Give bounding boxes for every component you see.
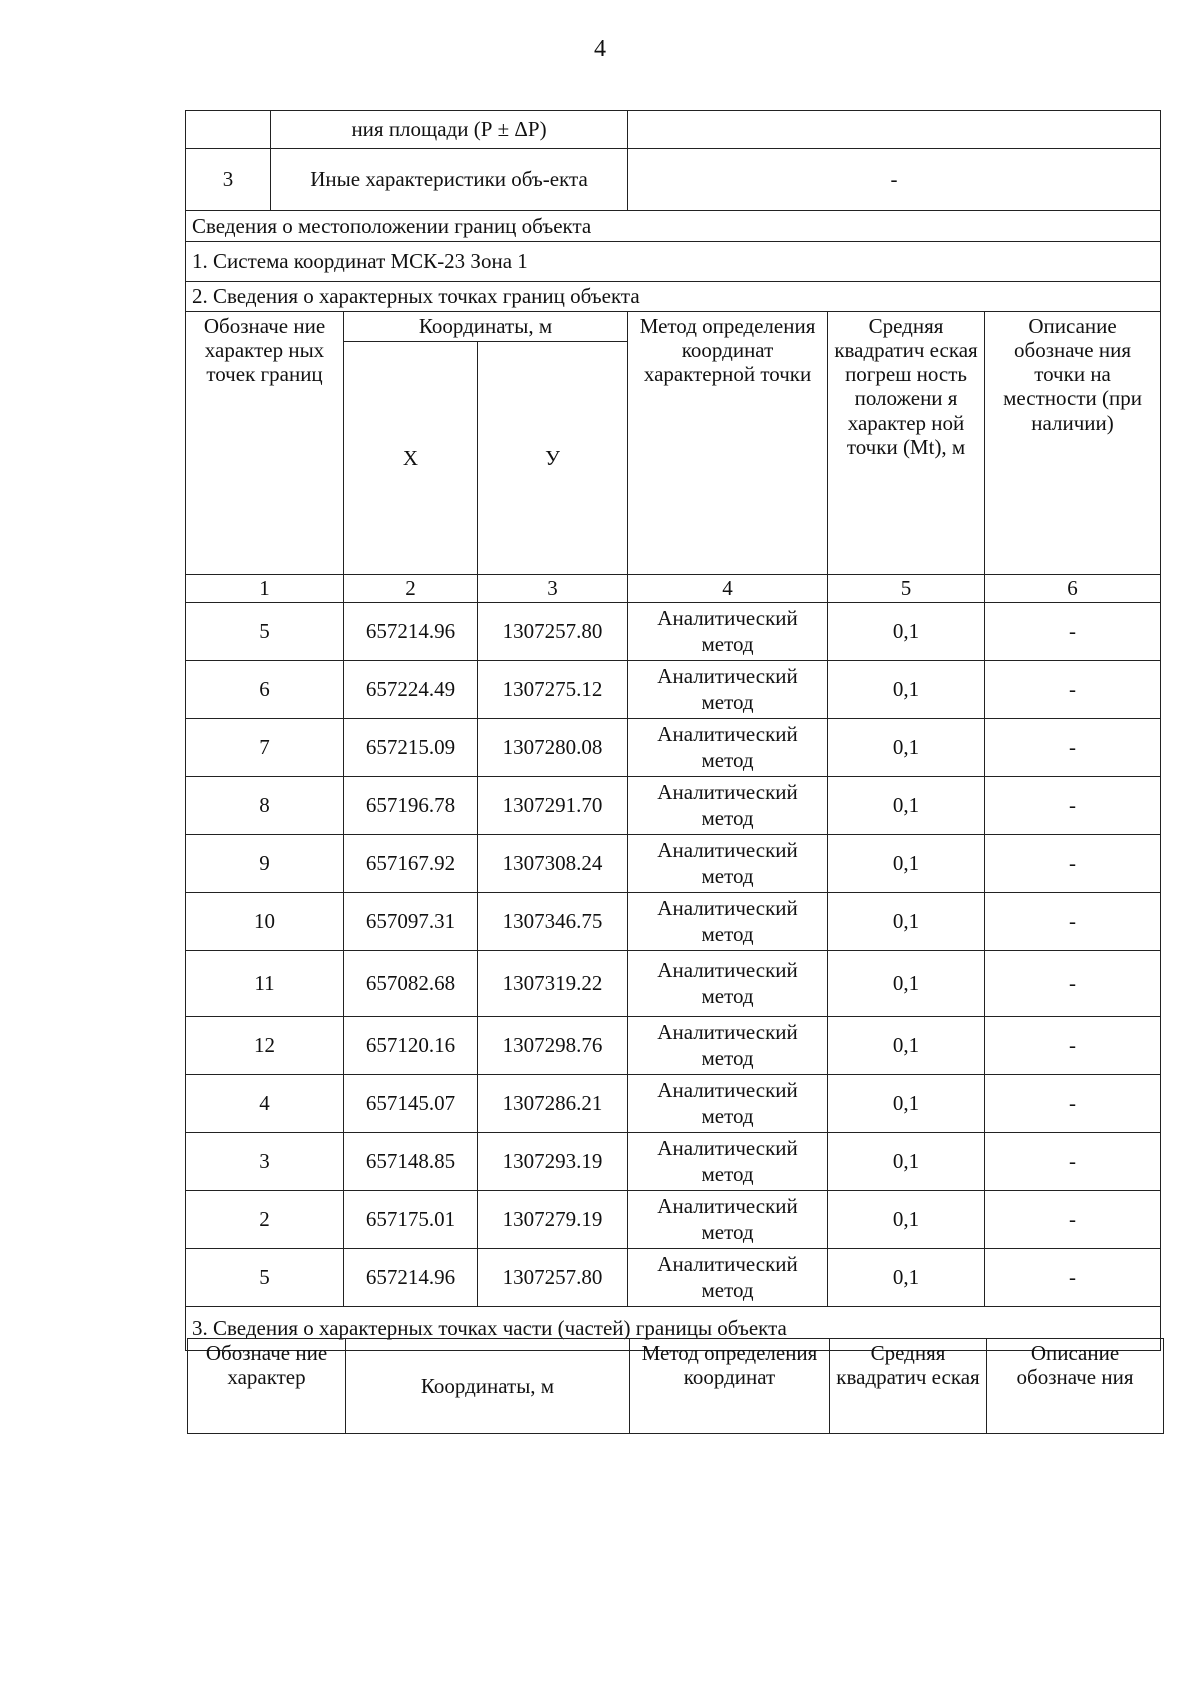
coord-y: 1307279.19: [478, 1191, 628, 1249]
mt-error: 0,1: [828, 1075, 985, 1133]
mt-error: 0,1: [828, 603, 985, 661]
point-number: 3: [186, 1133, 344, 1191]
coord-x: 657120.16: [344, 1017, 478, 1075]
page-number: 4: [594, 36, 606, 62]
column-number: 2: [344, 575, 478, 603]
point-description: -: [985, 1133, 1161, 1191]
header-method: Метод определения координат характерной точки: [628, 312, 828, 575]
coord-x: 657082.68: [344, 951, 478, 1017]
method: Аналитический метод: [628, 1075, 828, 1133]
table-row: [186, 1249, 1161, 1307]
table-row: [186, 951, 1161, 1017]
coord-y: 1307308.24: [478, 835, 628, 893]
method: Аналитический метод: [628, 835, 828, 893]
header-y: У: [478, 342, 628, 575]
point-description: -: [985, 603, 1161, 661]
section-parts-title: 3. Сведения о характерных точках части (частей) границы объекта: [186, 1307, 1161, 1351]
coord-y: 1307275.12: [478, 661, 628, 719]
table-row: [186, 1017, 1161, 1075]
point-number: 5: [186, 603, 344, 661]
other-characteristics-row: [186, 149, 1161, 211]
section-location-row: [186, 211, 1161, 242]
point-number: 9: [186, 835, 344, 893]
table-row: [186, 835, 1161, 893]
parts-points-table: [187, 1338, 1164, 1434]
parts-header-description: Описание обозначе ния: [987, 1339, 1164, 1434]
method: Аналитический метод: [628, 1191, 828, 1249]
coord-x: 657224.49: [344, 661, 478, 719]
method: Аналитический метод: [628, 1249, 828, 1307]
point-number: 6: [186, 661, 344, 719]
parts-header-row: [188, 1339, 1164, 1434]
column-number: 1: [186, 575, 344, 603]
point-description: -: [985, 893, 1161, 951]
coord-y: 1307280.08: [478, 719, 628, 777]
point-description: -: [985, 1075, 1161, 1133]
mt-error: 0,1: [828, 1249, 985, 1307]
parts-header-error: Средняя квадратич еская: [830, 1339, 987, 1434]
mt-error: 0,1: [828, 893, 985, 951]
coord-x: 657215.09: [344, 719, 478, 777]
header-row-1: [186, 312, 1161, 342]
coord-x: 657167.92: [344, 835, 478, 893]
table-row: [186, 661, 1161, 719]
method: Аналитический метод: [628, 1017, 828, 1075]
point-description: -: [985, 951, 1161, 1017]
column-number: 4: [628, 575, 828, 603]
parts-header-method: Метод определения координат: [630, 1339, 830, 1434]
mt-error: 0,1: [828, 1017, 985, 1075]
column-number: 6: [985, 575, 1161, 603]
point-number: 5: [186, 1249, 344, 1307]
table-row: [186, 1075, 1161, 1133]
method: Аналитический метод: [628, 893, 828, 951]
point-description: -: [985, 1017, 1161, 1075]
coord-x: 657175.01: [344, 1191, 478, 1249]
area-value: [628, 111, 1161, 149]
coord-y: 1307291.70: [478, 777, 628, 835]
header-x: X: [344, 342, 478, 575]
coord-y: 1307257.80: [478, 1249, 628, 1307]
other-characteristics-label: Иные характеристики объ-екта: [271, 149, 628, 211]
coord-system-row: [186, 242, 1161, 282]
section-points-row: [186, 282, 1161, 312]
rows-body: [186, 603, 1161, 1307]
table-row: [186, 603, 1161, 661]
point-description: -: [985, 1191, 1161, 1249]
column-number: 3: [478, 575, 628, 603]
coord-x: 657214.96: [344, 1249, 478, 1307]
point-number: 7: [186, 719, 344, 777]
method: Аналитический метод: [628, 951, 828, 1017]
point-description: -: [985, 719, 1161, 777]
method: Аналитический метод: [628, 719, 828, 777]
coord-y: 1307346.75: [478, 893, 628, 951]
section-points-title: 2. Сведения о характерных точках границ объекта: [186, 282, 1161, 312]
parts-header-designation: Обозначе ние характер: [188, 1339, 346, 1434]
coord-x: 657097.31: [344, 893, 478, 951]
coord-x: 657145.07: [344, 1075, 478, 1133]
area-row: [186, 111, 1161, 149]
header-coordinates: Координаты, м: [344, 312, 628, 342]
coord-y: 1307257.80: [478, 603, 628, 661]
column-numbers-row: [186, 575, 1161, 603]
coord-y: 1307286.21: [478, 1075, 628, 1133]
point-description: -: [985, 661, 1161, 719]
area-label: ния площади (Р ± ΔР): [271, 111, 628, 149]
header-error: Средняя квадратич еская погреш ность положени я характер ной точки (Mt), м: [828, 312, 985, 575]
method: Аналитический метод: [628, 1133, 828, 1191]
table-row: [186, 893, 1161, 951]
boundary-points-table: [185, 110, 1161, 1351]
point-number: 12: [186, 1017, 344, 1075]
coord-y: 1307293.19: [478, 1133, 628, 1191]
area-index-cell: [186, 111, 271, 149]
header-description: Описание обозначе ния точки на местности (при наличии): [985, 312, 1161, 575]
coord-y: 1307319.22: [478, 951, 628, 1017]
other-characteristics-value: -: [628, 149, 1161, 211]
point-description: -: [985, 777, 1161, 835]
mt-error: 0,1: [828, 835, 985, 893]
point-description: -: [985, 835, 1161, 893]
point-number: 8: [186, 777, 344, 835]
mt-error: 0,1: [828, 951, 985, 1017]
mt-error: 0,1: [828, 1191, 985, 1249]
other-characteristics-index: 3: [186, 149, 271, 211]
mt-error: 0,1: [828, 777, 985, 835]
header-designation: Обозначе ние характер ных точек границ: [186, 312, 344, 575]
coord-x: 657196.78: [344, 777, 478, 835]
point-description: -: [985, 1249, 1161, 1307]
method: Аналитический метод: [628, 603, 828, 661]
table-row: [186, 719, 1161, 777]
method: Аналитический метод: [628, 777, 828, 835]
point-number: 2: [186, 1191, 344, 1249]
mt-error: 0,1: [828, 661, 985, 719]
method: Аналитический метод: [628, 661, 828, 719]
point-number: 11: [186, 951, 344, 1017]
column-number: 5: [828, 575, 985, 603]
coord-x: 657214.96: [344, 603, 478, 661]
point-number: 10: [186, 893, 344, 951]
coord-x: 657148.85: [344, 1133, 478, 1191]
coord-y: 1307298.76: [478, 1017, 628, 1075]
point-number: 4: [186, 1075, 344, 1133]
parts-header-coordinates: Координаты, м: [346, 1339, 630, 1434]
table-row: [186, 777, 1161, 835]
coord-system: 1. Система координат МСК-23 Зона 1: [186, 242, 1161, 282]
mt-error: 0,1: [828, 1133, 985, 1191]
table-row: [186, 1133, 1161, 1191]
mt-error: 0,1: [828, 719, 985, 777]
table-row: [186, 1191, 1161, 1249]
section-location-title: Сведения о местоположении границ объекта: [186, 211, 1161, 242]
